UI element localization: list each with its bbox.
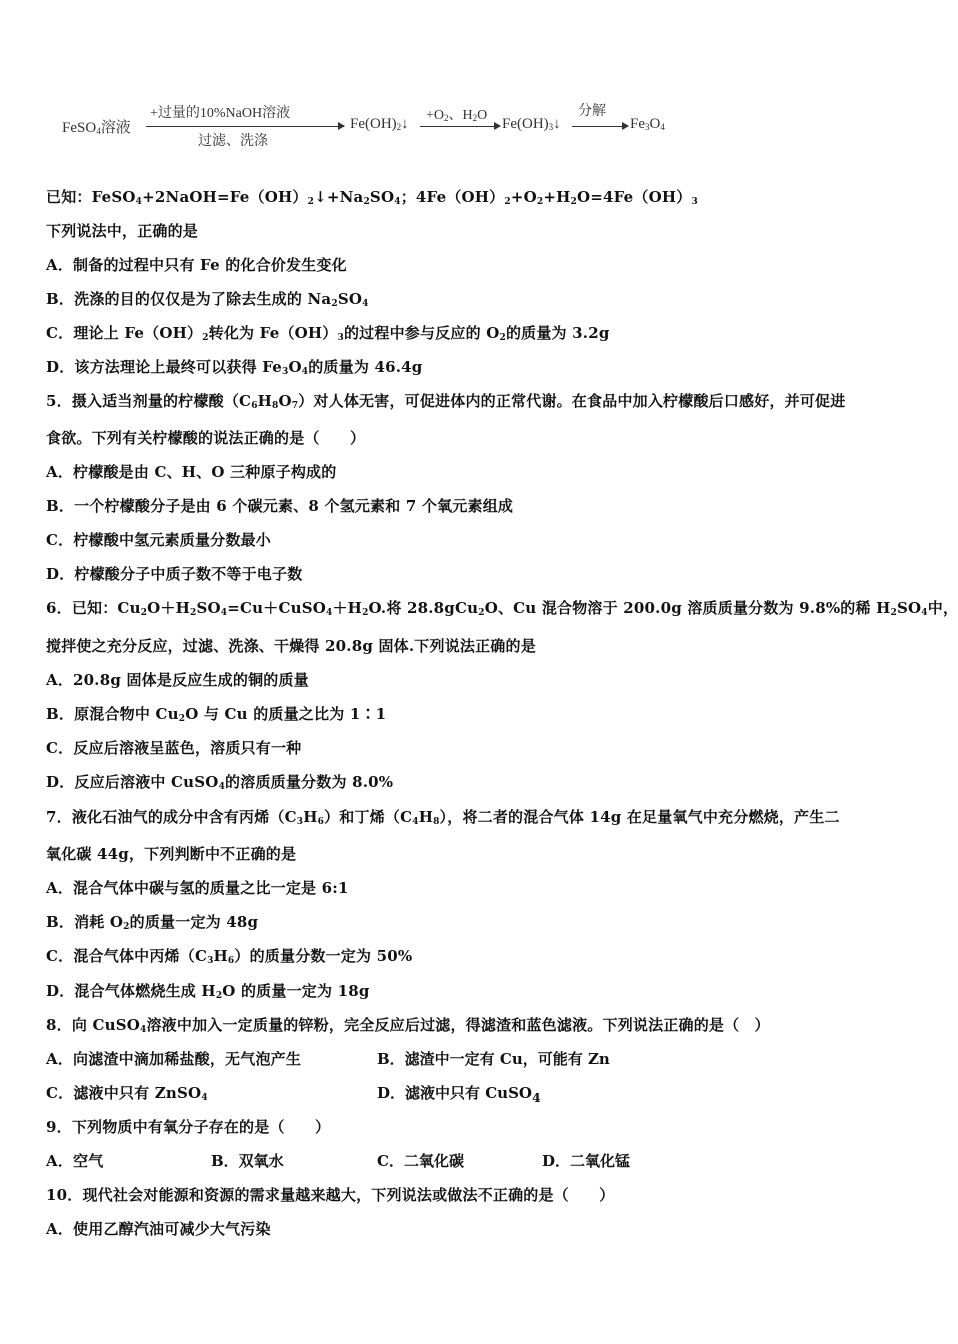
q6-option-b: B．原混合物中 $Cu_2O$ 与 Cu 的质量之比为 1∶1 xyxy=(46,705,387,724)
q9-option-c: C．二氧化碳 xyxy=(377,1152,464,1170)
q9-option-d: D．二氧化锰 xyxy=(542,1152,631,1170)
q10-option-a: A．使用乙醇汽油可减少大气污染 xyxy=(46,1220,271,1238)
q7-stem-line1: 7．液化石油气的成分中含有丙烯$(C_3H_6)$和丁烯$(C_4H_8)$，将二者的混合气体 14g 在足量氧气中充分燃烧，产生二 xyxy=(46,808,840,827)
q4-option-a: A．制备的过程中只有 Fe 的化合价发生变化 xyxy=(46,256,347,274)
q7-stem-line2: 氧化碳 44g，下列判断中不正确的是 xyxy=(46,845,297,863)
flow-step1-reagent: +过量的10%NaOH溶液 xyxy=(150,106,291,121)
q9-stem: 9．下列物质中有氧分子存在的是（ ） xyxy=(46,1118,331,1136)
flow-arrow-1 xyxy=(146,126,344,127)
flow-step2-reagent: $+O_2$、$H_2O$ xyxy=(426,108,488,123)
q6-option-a: A．20.8g 固体是反应生成的铜的质量 xyxy=(46,671,309,689)
q4-option-b: B．洗涤的目的仅仅是为了除去生成的 $Na_2SO_4$ xyxy=(46,290,369,309)
flow-arrow-2 xyxy=(420,126,500,127)
flow-arrow-3 xyxy=(572,126,628,127)
q7-option-b: B．消耗 $O_2$的质量一定为 48g xyxy=(46,913,259,932)
q9-option-b: B．双氧水 xyxy=(211,1152,284,1170)
flow-step3-condition: 分解 xyxy=(578,104,606,119)
q4-stem: 下列说法中，正确的是 xyxy=(46,222,199,240)
q6-option-d: D．反应后溶液中 CuSO$_4$的溶质质量分数为 8.0% xyxy=(46,773,394,792)
q7-option-c: C．混合气体中丙烯$(C_3H_6)$的质量分数一定为 50% xyxy=(46,947,413,966)
q8-option-d: D．滤液中只有 CuSO$_4$ xyxy=(377,1084,541,1105)
q5-option-b: B．一个柠檬酸分子是由 6 个碳元素、8 个氢元素和 7 个氧元素组成 xyxy=(46,497,514,515)
flow-mid2-node: $Fe(OH)_3↓$ xyxy=(502,116,561,132)
q10-stem: 10．现代社会对能源和资源的需求量越来越大，下列说法或做法不正确的是（ ） xyxy=(46,1186,615,1204)
q6-stem-line1: 6．已知：$Cu_2O+H_2SO_4=Cu+CuSO_4+H_2O$.将 28.8gCu$_2$O、Cu 混合物溶于 200.0g 溶质质量分数为 9.8%的稀 $H_2SO_4$中， xyxy=(46,599,958,618)
reaction-flow-diagram xyxy=(62,102,682,152)
q4-option-c: C．理论上 $Fe(OH)_2$转化为 $Fe(OH)_3$的过程中参与反应的 $O_2$的质量为 3.2g xyxy=(46,324,610,343)
q5-stem-line1: 5．摄入适当剂量的柠檬酸$(C_6H_8O_7)$对人体无害，可促进体内的正常代谢。在食品中加入柠檬酸后口感好，并可促进 xyxy=(46,392,846,411)
q5-option-c: C．柠檬酸中氢元素质量分数最小 xyxy=(46,531,271,549)
flow-step1-condition: 过滤、洗涤 xyxy=(198,134,268,149)
q9-option-a: A．空气 xyxy=(46,1152,104,1170)
q7-option-d: D．混合气体燃烧生成 $H_2O$ 的质量一定为 18g xyxy=(46,982,370,1001)
q5-option-d: D．柠檬酸分子中质子数不等于电子数 xyxy=(46,565,303,583)
q8-stem: 8．向 CuSO$_4$溶液中加入一定质量的锌粉，完全反应后过滤，得滤渣和蓝色滤液。下列说法正确的是（ ） xyxy=(46,1016,770,1035)
known-equations: 已知：$FeSO_4+2NaOH=Fe(OH)_2↓+Na_2SO_4$；$4Fe(OH)_2+O_2+H_2O=4Fe(OH)_3$ xyxy=(46,188,698,207)
flow-end-node: $Fe_3O_4$ xyxy=(630,116,665,132)
q5-stem-line2: 食欲。下列有关柠檬酸的说法正确的是（ ） xyxy=(46,429,366,447)
q8-option-b: B．滤渣中一定有 Cu，可能有 Zn xyxy=(377,1050,610,1068)
q5-option-a: A．柠檬酸是由 C、H、O 三种原子构成的 xyxy=(46,463,337,481)
flow-start-node: FeSO$_4$溶液 xyxy=(62,120,131,136)
q7-option-a: A．混合气体中碳与氢的质量之比一定是 6:1 xyxy=(46,879,349,897)
q8-option-a: A．向滤渣中滴加稀盐酸，无气泡产生 xyxy=(46,1050,302,1068)
q6-stem-line2: 搅拌使之充分反应，过滤、洗涤、干燥得 20.8g 固体.下列说法正确的是 xyxy=(46,637,536,655)
flow-mid1-node: $Fe(OH)_2↓$ xyxy=(350,116,409,132)
q8-option-c: C．滤液中只有 ZnSO$_4$ xyxy=(46,1084,208,1103)
q6-option-c: C．反应后溶液呈蓝色，溶质只有一种 xyxy=(46,739,302,757)
q4-option-d: D．该方法理论上最终可以获得 $Fe_3O_4$的质量为 46.4g xyxy=(46,358,423,377)
